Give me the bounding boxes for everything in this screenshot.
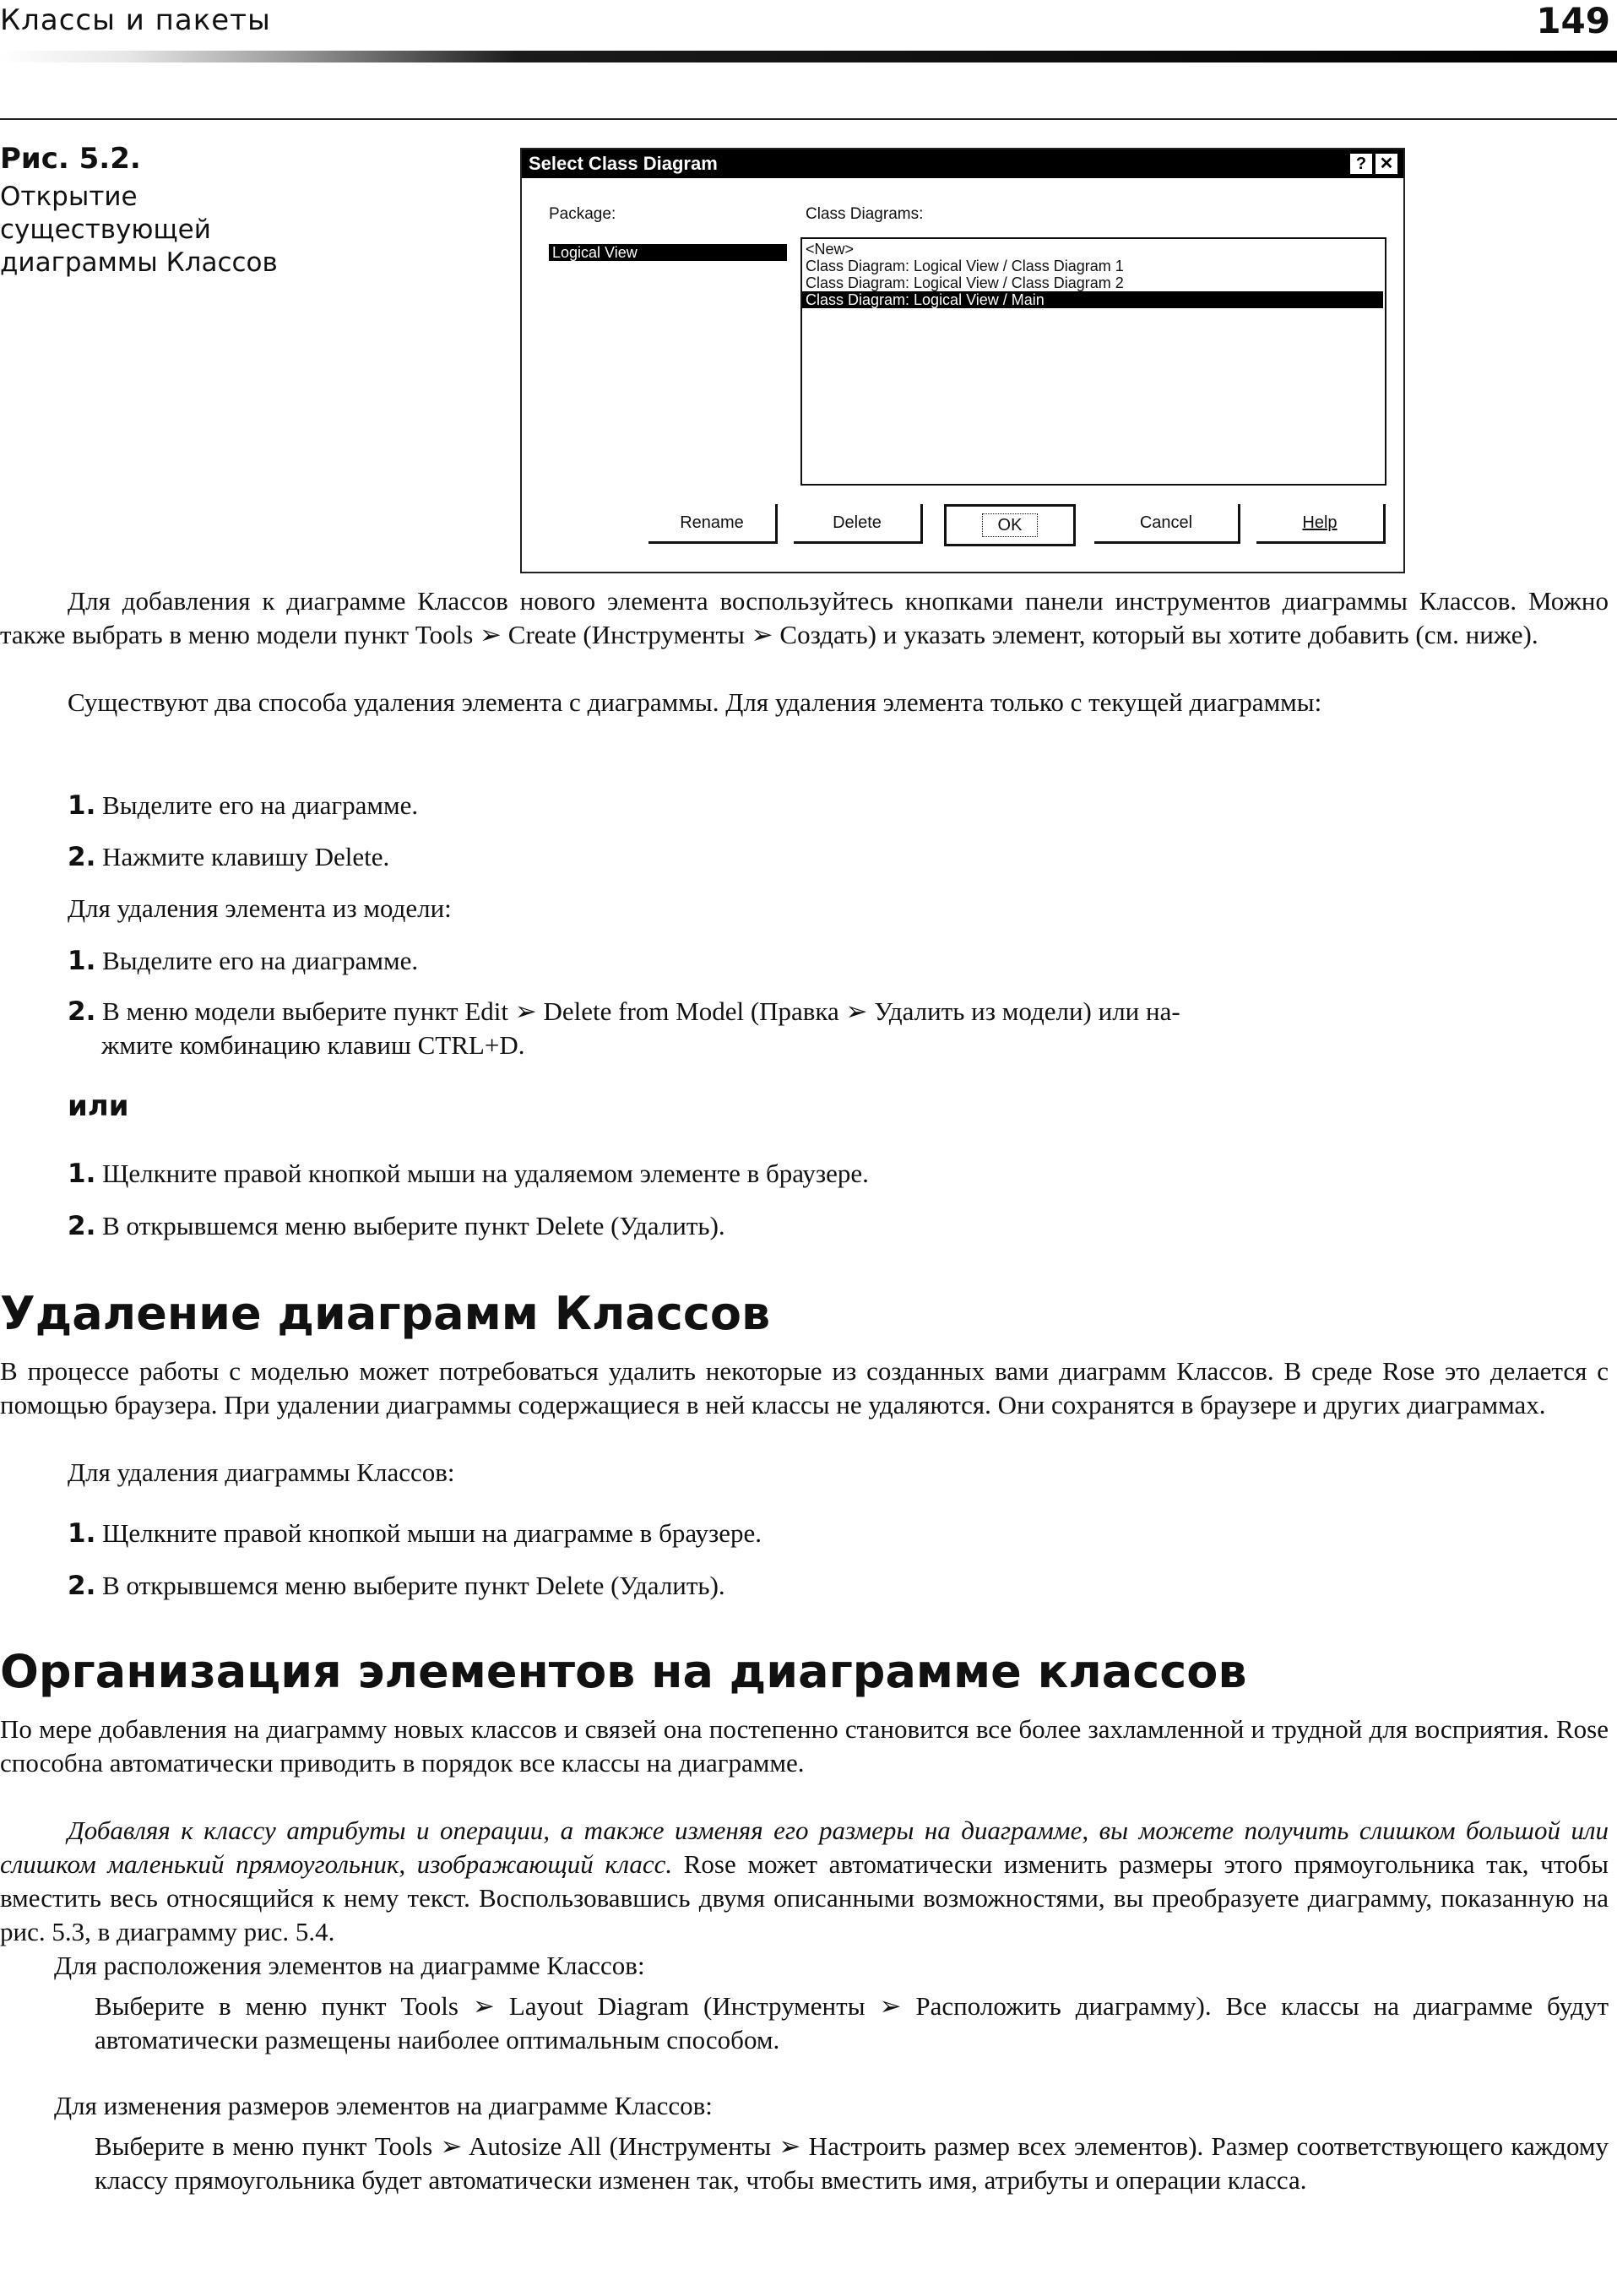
dialog-titlebar (522, 149, 1403, 178)
paragraph: Для добавления к диаграмме Классов нового элемента воспользуйтесь кнопками панели инструментов диаграммы Классов. Можно также выбрать в меню модели пункт Tools ➢ Create (Инструменты ➢ Создать) и указать элемент, который вы хотите добавить (см. ниже). (0, 586, 1609, 649)
delete-button[interactable]: Delete (794, 504, 923, 544)
paragraph: Существуют два способа удаления элемента с диаграммы. Для удаления элемента только с текущей диаграммы: (68, 687, 1322, 717)
paragraph: Для изменения размеров элементов на диаграмме Классов: (54, 2091, 713, 2120)
ok-button[interactable] (944, 504, 1076, 546)
diagram-item-class-diagram-1[interactable]: Class Diagram: Logical View / Class Diagram 1 (806, 258, 1124, 274)
section-heading: Организация элементов на диаграмме классов (0, 1645, 1247, 1698)
paragraph: Выберите в меню пункт Tools ➢ Layout Diagram (Инструменты ➢ Расположить диаграмму). Все классы на диаграмме будут автоматически размещены наиболее оптимальным способом. (95, 1991, 1609, 2054)
close-icon[interactable]: ✕ (1375, 153, 1398, 175)
section-heading: Удаление диаграмм Классов (0, 1287, 771, 1340)
paragraph: Для расположения элементов на диаграмме Классов: (54, 1951, 645, 1980)
class-diagrams-label: Class Diagrams: (806, 205, 924, 223)
help-icon[interactable]: ? (1349, 153, 1373, 175)
list-item: 2. В открывшемся меню выберите пункт Delete (Удалить). (68, 1571, 725, 1601)
package-item-logical-view[interactable]: Logical View (549, 244, 789, 261)
divider-rule (0, 118, 1617, 120)
list-item: 2. Нажмите клавишу Delete. (68, 842, 390, 872)
select-class-diagram-dialog (520, 148, 1405, 573)
paragraph: Выберите в меню пункт Tools ➢ Autosize All (Инструменты ➢ Настроить размер всех элементов). Размер соответствующего каждому классу прямоугольника будет автоматически изменен так, чтобы вместить имя, атрибуты и операции класса. (95, 2131, 1609, 2195)
header-rule (0, 51, 1617, 62)
diagram-item-main[interactable]: Class Diagram: Logical View / Main (802, 291, 1383, 308)
diagram-item-class-diagram-2[interactable]: Class Diagram: Logical View / Class Diagram 2 (806, 274, 1124, 291)
paragraph: По мере добавления на диаграмму новых классов и связей она постепенно становится все более захламленной и трудной для восприятия. Rose способна автоматически приводить в порядок все классы на диаграмме. (0, 1714, 1609, 1778)
paragraph: Для удаления диаграммы Классов: (68, 1457, 455, 1487)
figure-caption (0, 142, 321, 280)
figure-number: Рис. 5.2. (0, 142, 141, 176)
package-list[interactable] (547, 242, 789, 482)
list-item: 1. Щелкните правой кнопкой мыши на диаграмме в браузере. (68, 1518, 762, 1549)
list-item: 1. Выделите его на диаграмме. (68, 946, 419, 976)
diagram-item-new[interactable]: <New> (806, 241, 855, 258)
help-button[interactable]: Help (1256, 504, 1386, 544)
package-label: Package: (549, 205, 616, 223)
cancel-button[interactable]: Cancel (1094, 504, 1240, 544)
list-item: 2. В меню модели выберите пункт Edit ➢ Delete from Model (Правка ➢ Удалить из модели) или на- жмите комбинацию клавиш CTRL+D. (68, 996, 1180, 1060)
paragraph: Добавляя к классу атрибуты и операции, а также изменяя его размеры на диаграмме, вы можете получить слишком большой или слишком маленький прямоугольник, изображающий класс. Rose может автоматически изменить размеры этого прямоугольника так, чтобы вместить весь относящийся к нему текст. Воспользовавшись двумя описанными возможностями, вы преобразуете диаграмму, показанную на рис. 5.3, в диаграмму рис. 5.4. (0, 1816, 1609, 1946)
paragraph: Для удаления элемента из модели: (68, 893, 452, 923)
figure-caption-text: Открытие существующей диаграммы Классов (0, 182, 278, 278)
list-item: 1. Щелкните правой кнопкой мыши на удаляемом элементе в браузере. (68, 1159, 869, 1189)
list-item: 2. В открывшемся меню выберите пункт Delete (Удалить). (68, 1211, 725, 1241)
page-number: 149 (1536, 0, 1610, 41)
paragraph: В процессе работы с моделью может потребоваться удалить некоторые из созданных вами диаграмм Классов. В среде Rose это делается с помощью браузера. При удалении диаграммы содержащиеся в ней классы не удаляются. Они сохранятся в браузере и других диаграммах. (0, 1356, 1609, 1419)
rename-button[interactable]: Rename (648, 504, 778, 544)
or-separator: или (68, 1089, 129, 1123)
class-diagrams-list[interactable] (800, 237, 1386, 486)
ok-button-label: OK (982, 513, 1039, 537)
list-item: 1. Выделите его на диаграмме. (68, 790, 419, 821)
dialog-title: Select Class Diagram (529, 153, 718, 174)
running-header-title: Классы и пакеты (0, 3, 271, 37)
